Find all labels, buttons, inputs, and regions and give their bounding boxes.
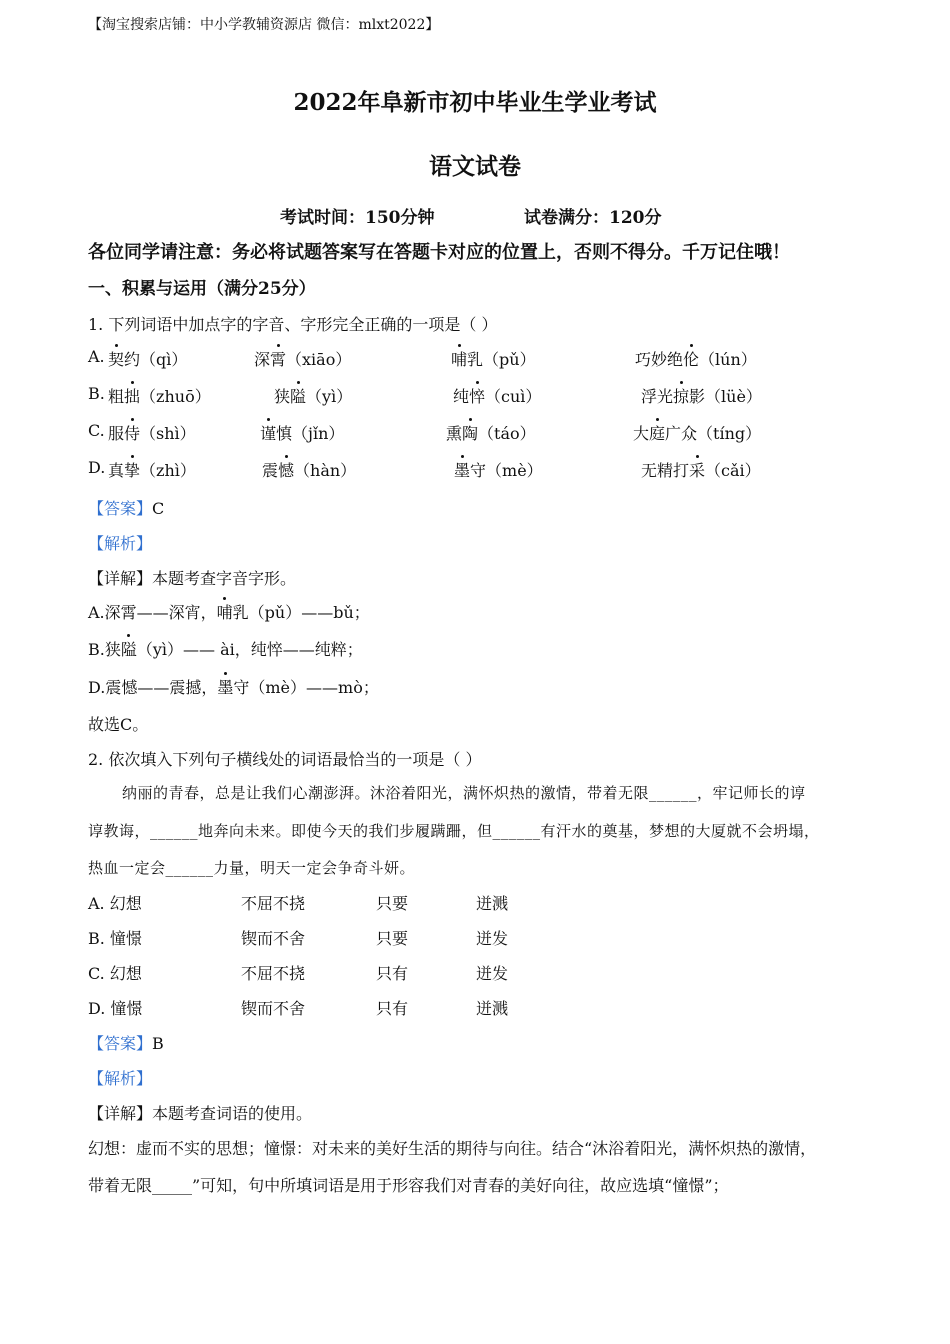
q2-answer: 【答案】B <box>88 1034 164 1053</box>
q2-passage-line: 热血一定会______力量，明天一定会争奇斗妍。 <box>88 859 416 877</box>
q2-option-word: 不屈不挠 <box>241 894 306 913</box>
q1-option-item: 狭隘（yì） <box>274 384 352 407</box>
q1-detail: 【详解】本题考查字音字形。 <box>88 569 297 588</box>
q1-option-item: 真挚（zhì） <box>108 458 196 481</box>
q1-option-item: 服侍（shì） <box>108 421 196 444</box>
q2-analysis-tag: 【解析】 <box>88 1069 153 1088</box>
q2-passage-line: 纳丽的青春，总是让我们心潮澎湃。沐浴着阳光，满怀炽热的激情，带着无限______，牢记师长的谆 <box>122 784 806 802</box>
q1-option-item: 巧妙绝伦（lún） <box>635 347 757 370</box>
q2-passage-line: 谆教诲，______地奔向未来。即使今天的我们步履蹒跚，但______有汗水的奠基，梦想的大厦就不会坍塌， <box>88 822 820 840</box>
q1-option-item: 深霄（xiāo） <box>254 347 351 370</box>
q1-option-item: 契约（qì） <box>108 347 187 370</box>
q1-option-label: A. <box>88 347 105 366</box>
q1-option-item: 浮光掠影（lüè） <box>641 384 762 407</box>
q1-option-item: 墨守（mè） <box>454 458 543 481</box>
section-heading: 一、积累与运用（满分25分） <box>88 279 316 299</box>
q1-option-item: 纯悴（cuì） <box>453 384 541 407</box>
q2-stem: 2. 依次填入下列句子横线处的词语最恰当的一项是（ ） <box>88 750 482 769</box>
q2-option-word: 迸溅 <box>476 894 509 913</box>
exam-score: 试卷满分：120分 <box>524 208 662 228</box>
shop-header: 【淘宝搜索店铺：中小学教辅资源店 微信：mlxt2022】 <box>88 17 440 33</box>
q2-option-word: 迸发 <box>476 964 509 983</box>
q1-explain-b: B.狭隘（yì）—— ài，纯悴——纯粹； <box>88 637 363 660</box>
q2-option-word: 锲而不舍 <box>241 999 306 1018</box>
q1-analysis-tag: 【解析】 <box>88 534 153 553</box>
q2-option-word: 只要 <box>376 929 409 948</box>
q1-option-item: 粗拙（zhuō） <box>108 384 211 407</box>
exam-title: 2022年阜新市初中毕业生学业考试 <box>293 89 657 116</box>
q2-option-word: 只有 <box>376 964 409 983</box>
q2-option-label: C. 幻想 <box>88 964 142 983</box>
q2-option-word: 迸溅 <box>476 999 509 1018</box>
q1-answer: 【答案】C <box>88 499 165 518</box>
q1-option-item: 无精打采（cǎi） <box>641 458 761 481</box>
q1-conclusion: 故选C。 <box>88 715 149 734</box>
q1-option-item: 哺乳（pǔ） <box>451 347 536 370</box>
q2-option-word: 迸发 <box>476 929 509 948</box>
q2-option-word: 不屈不挠 <box>241 964 306 983</box>
q1-option-label: C. <box>88 421 105 440</box>
q2-detail: 【详解】本题考查词语的使用。 <box>88 1104 313 1123</box>
q1-explain-d: D.震憾——震撼，墨守（mè）——mò； <box>88 675 379 698</box>
q2-option-label: A. 幻想 <box>88 894 142 913</box>
q1-option-item: 震憾（hàn） <box>262 458 356 481</box>
exam-subtitle: 语文试卷 <box>429 153 521 180</box>
exam-time: 考试时间：150分钟 <box>280 208 435 228</box>
notice: 各位同学请注意：务必将试题答案写在答题卡对应的位置上，否则不得分。千万记住哦！ <box>88 242 790 263</box>
q1-option-label: B. <box>88 384 105 403</box>
q1-explain-a: A.深霄——深宵，哺乳（pǔ）——bǔ； <box>88 600 370 623</box>
q2-explain-line: 带着无限_____”可知，句中所填词语是用于形容我们对青春的美好向往，故应选填“憧憬”； <box>88 1176 729 1195</box>
q2-option-word: 锲而不舍 <box>241 929 306 948</box>
q1-option-item: 熏陶（táo） <box>446 421 536 444</box>
q2-option-label: D. 憧憬 <box>88 999 143 1018</box>
q1-stem: 1. 下列词语中加点字的字音、字形完全正确的一项是（ ） <box>88 315 498 334</box>
q2-option-word: 只要 <box>376 894 409 913</box>
q1-option-label: D. <box>88 458 106 477</box>
q1-option-item: 谨慎（jǐn） <box>260 421 344 444</box>
q2-option-label: B. 憧憬 <box>88 929 142 948</box>
q2-explain-line: 幻想：虚而不实的思想；憧憬：对未来的美好生活的期待与向往。结合“沐浴着阳光，满怀炽热的激情， <box>88 1139 817 1158</box>
q1-option-item: 大庭广众（tíng） <box>633 421 761 444</box>
q2-option-word: 只有 <box>376 999 409 1018</box>
